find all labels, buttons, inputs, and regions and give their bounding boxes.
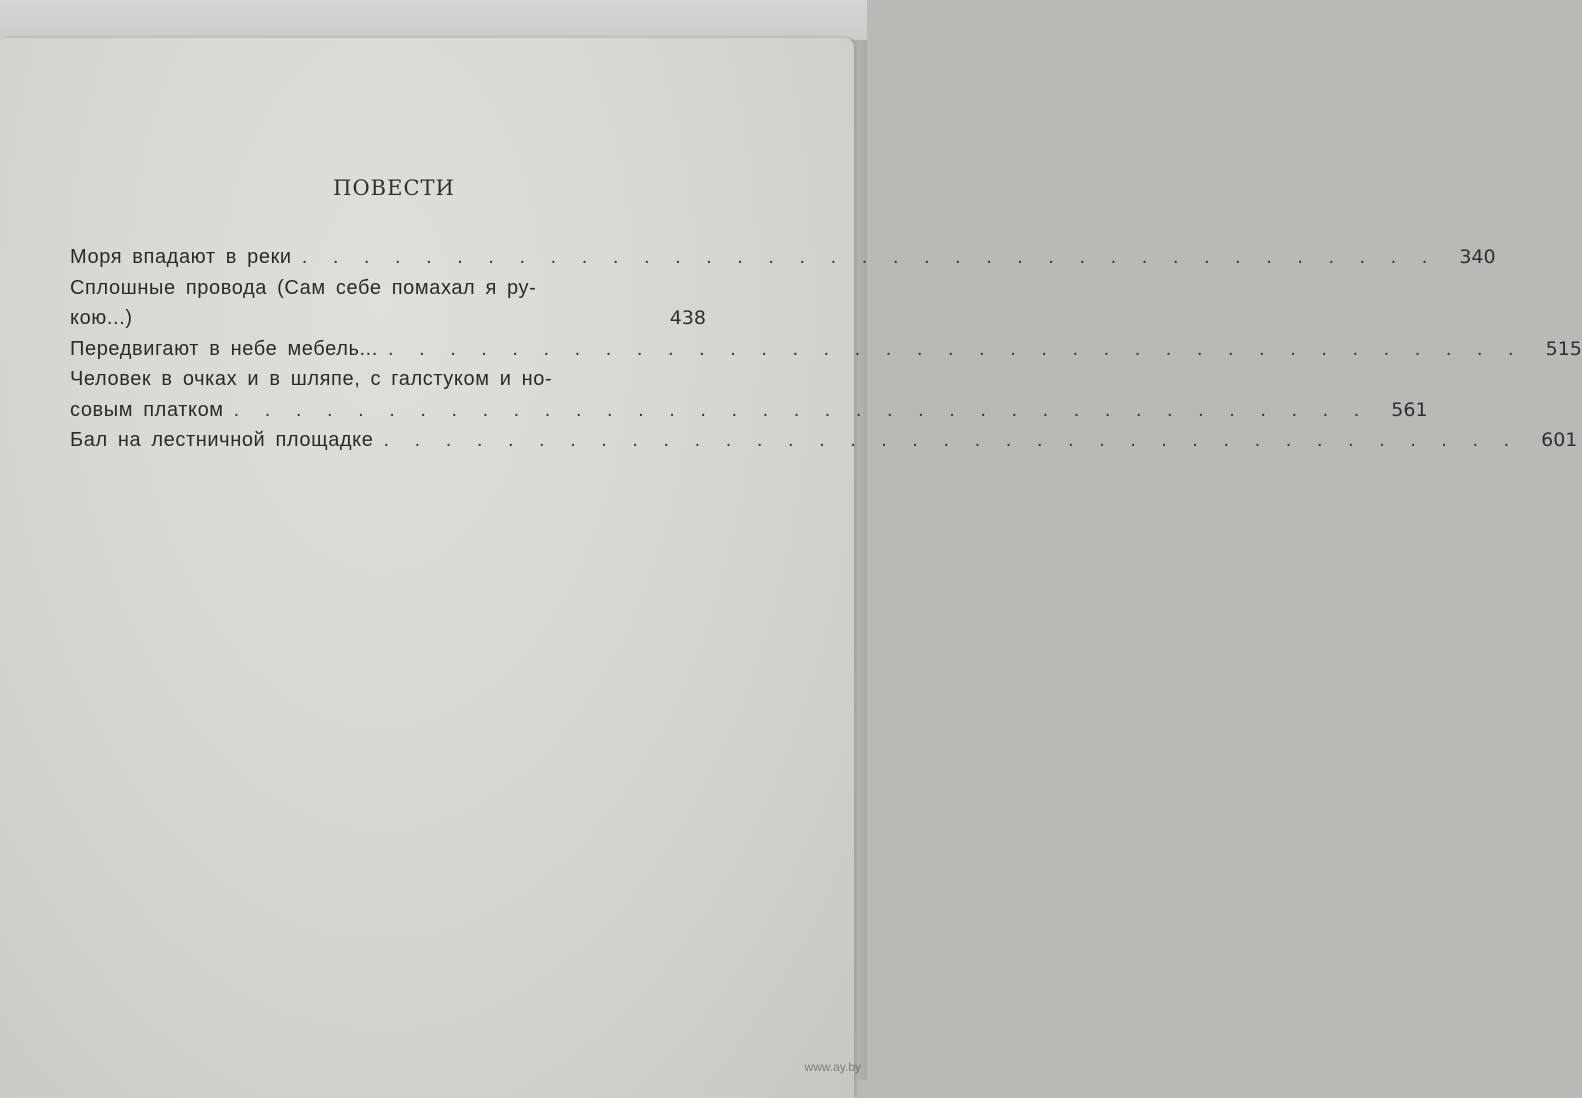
- toc-entry-title-cont: кою...): [70, 307, 133, 329]
- section-heading: ПОВЕСТИ: [333, 176, 455, 200]
- toc-entry-line[interactable]: [70, 364, 706, 395]
- table-of-contents: [70, 242, 1582, 456]
- dot-leader: . . . . . . . . . . . . . . . . . . . . . . . . . . . . . . . . . . . . .: [301, 246, 1438, 268]
- toc-entry-title: Человек в очках и в шляпе, с галстуком и но-: [70, 368, 553, 390]
- watermark: www.ay.by: [804, 1060, 861, 1074]
- toc-entry-title: Сплошные провода (Сам себе помахал я ру-: [70, 276, 537, 299]
- dot-leader: . . . . . . . . . . . . . . . . . . . . . . . . . . . . . . . . . . . . .: [233, 398, 1370, 421]
- toc-entry-page: 515: [1545, 337, 1582, 360]
- toc-entry[interactable]: [70, 425, 1578, 456]
- toc-entry-page: 561: [1391, 398, 1428, 421]
- toc-entry-page: 601: [1541, 429, 1578, 451]
- toc-entry-title: Бал на лестничной площадке: [70, 429, 374, 451]
- toc-entry-title-cont: совым платком: [70, 398, 224, 421]
- dot-leader: . . . . . . . . . . . . . . . . . . . . . . . . . . . . . . . . . . . . .: [383, 429, 1520, 451]
- book-page: [0, 38, 1582, 1098]
- toc-entry-page: 340: [1459, 246, 1496, 268]
- toc-entry-title: Моря впадают в реки: [70, 246, 292, 268]
- toc-entry[interactable]: [70, 395, 1428, 426]
- toc-entry[interactable]: [70, 334, 1582, 365]
- toc-entry[interactable]: [70, 303, 706, 334]
- toc-entry-title: Передвигают в небе мебель...: [70, 337, 378, 360]
- toc-entry[interactable]: [70, 242, 1496, 273]
- toc-entry-page: 438: [669, 307, 706, 329]
- toc-entry-line[interactable]: [70, 273, 706, 304]
- dot-leader: . . . . . . . . . . . . . . . . . . . . . . . . . . . . . . . . . . . . .: [387, 337, 1524, 360]
